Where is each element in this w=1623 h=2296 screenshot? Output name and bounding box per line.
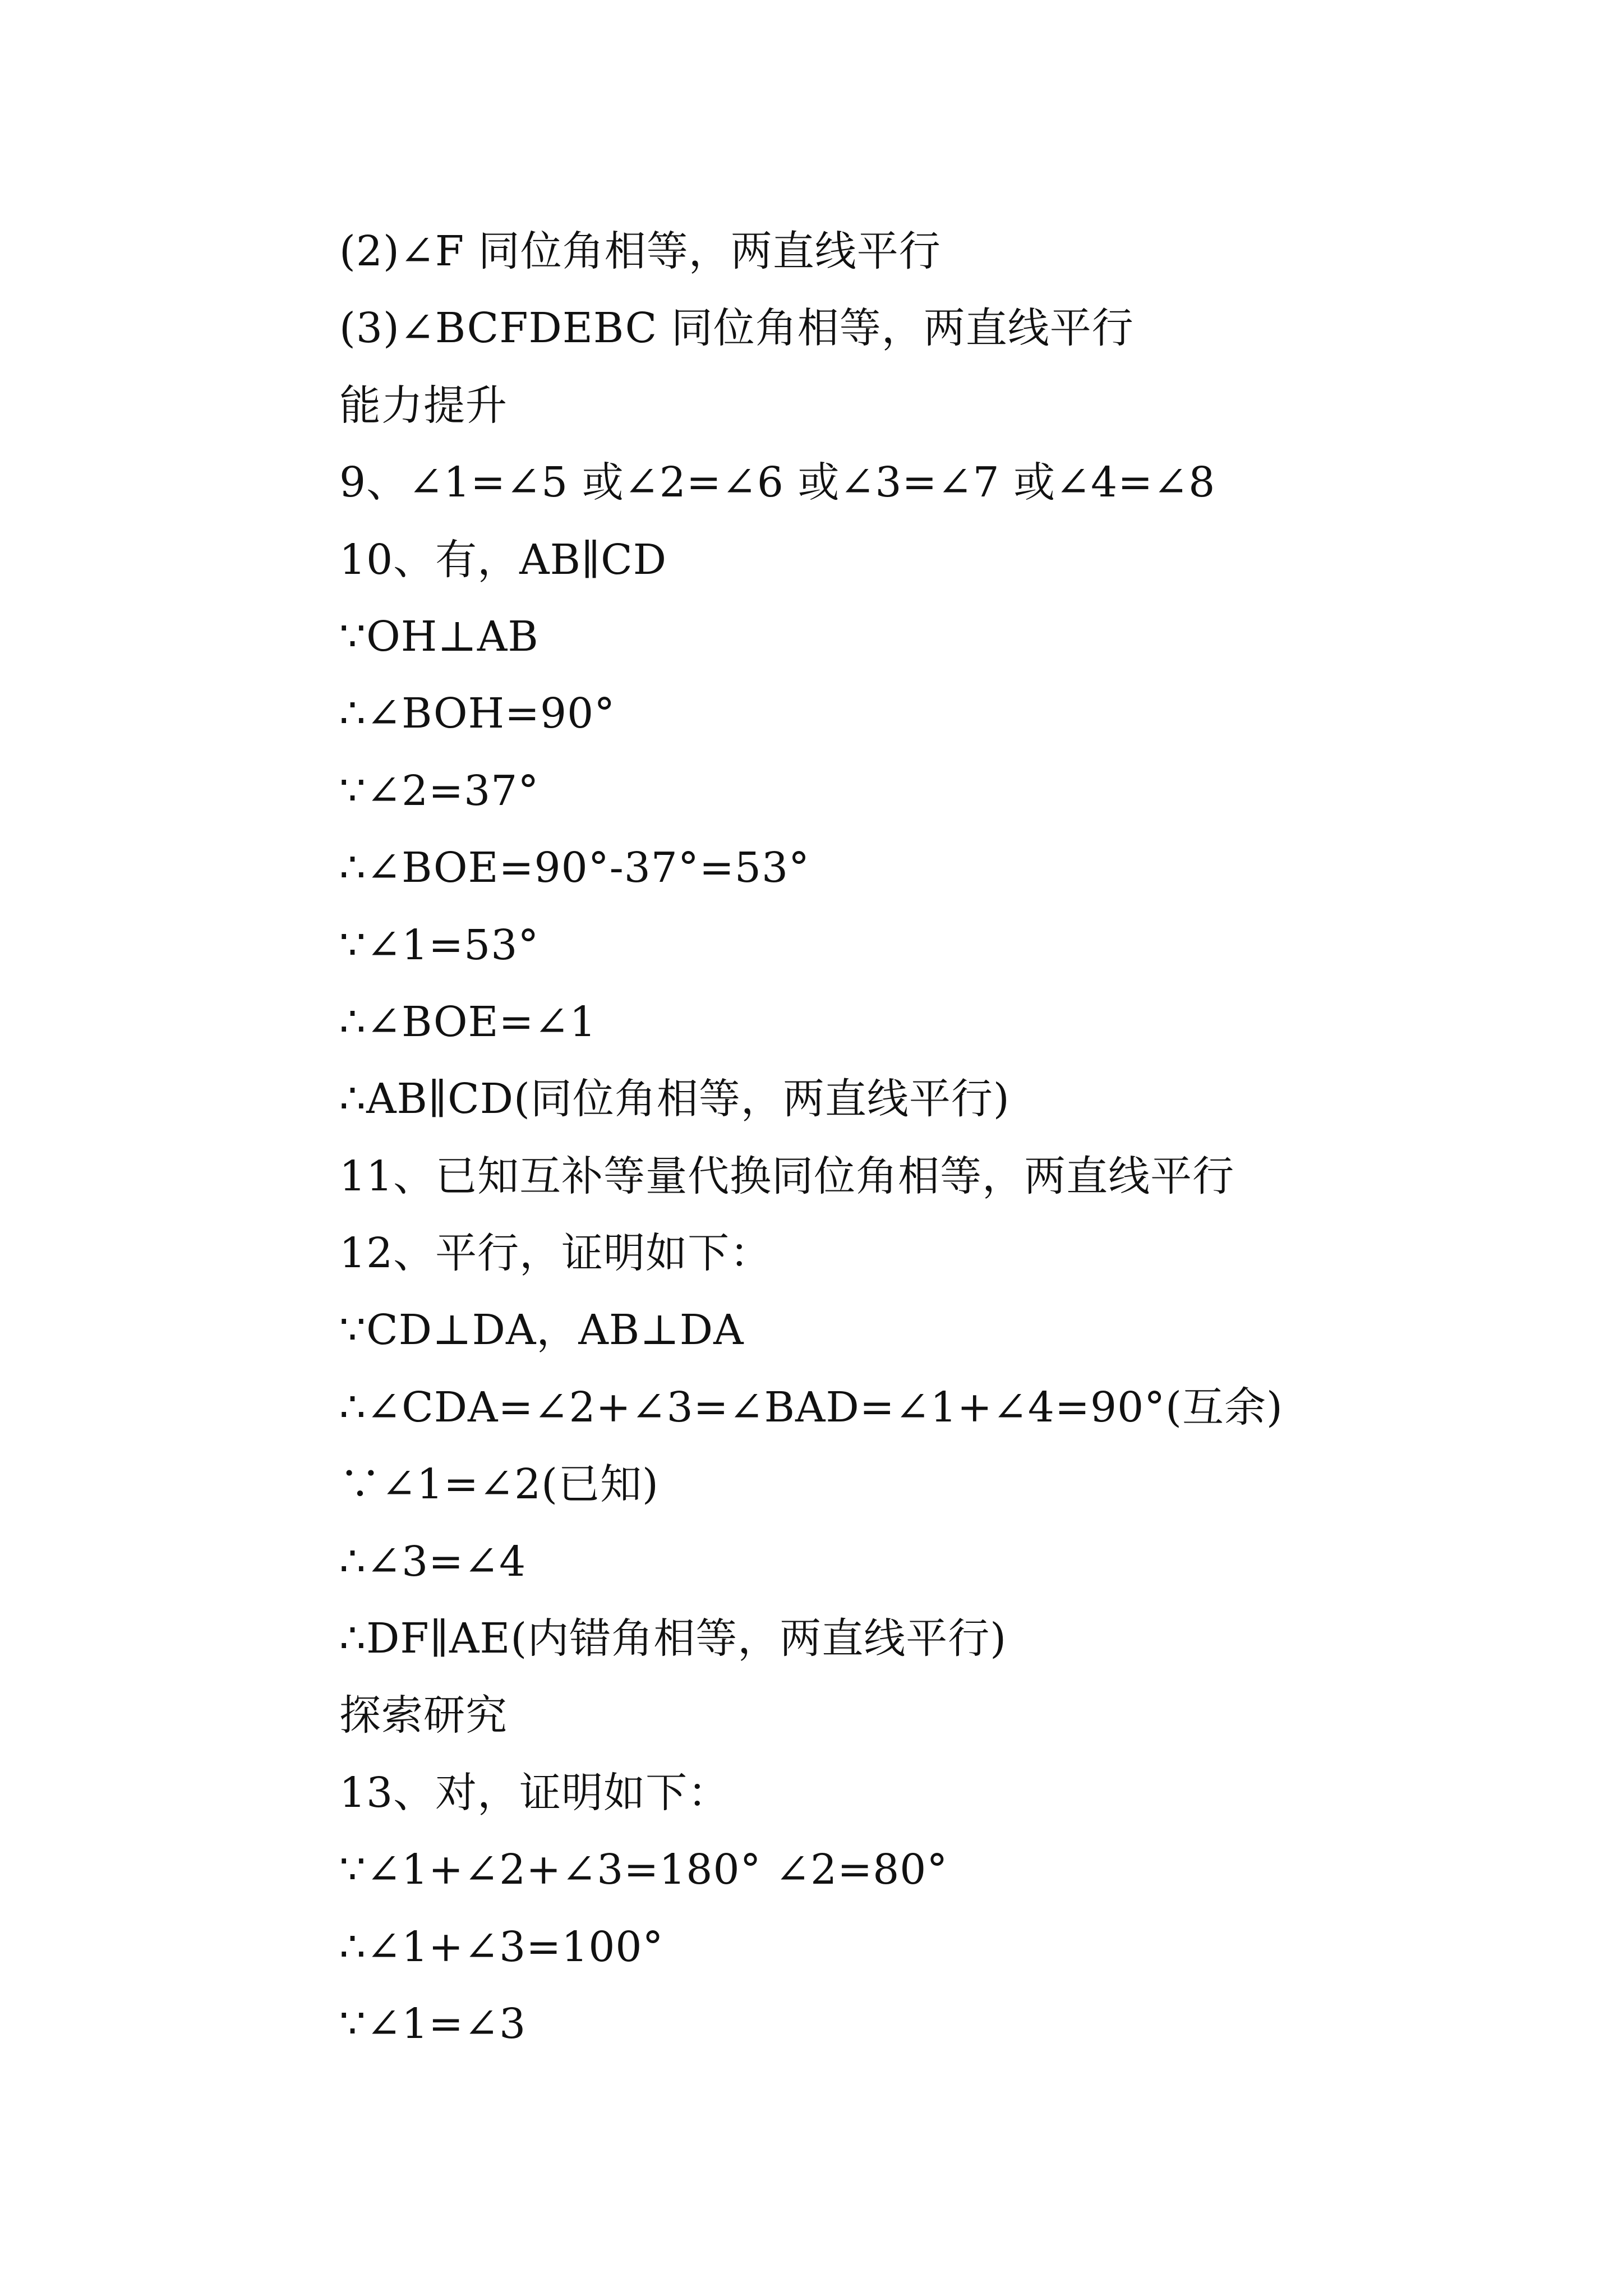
answer-line: (2)∠F 同位角相等，两直线平行	[339, 227, 941, 275]
proof-line: ∴DF∥AE(内错角相等，两直线平行)	[339, 1614, 1007, 1663]
proof-line: ∴∠BOE=∠1	[339, 997, 597, 1046]
section-heading: 能力提升	[339, 381, 508, 430]
answer-line: 13、对，证明如下：	[339, 1768, 730, 1817]
proof-line: ∵∠1=∠3	[339, 1999, 527, 2048]
proof-line: ∴∠CDA=∠2+∠3=∠BAD=∠1+∠4=90°(互余)	[339, 1383, 1283, 1432]
proof-line: ∴∠BOH=90°	[339, 689, 616, 738]
answer-line: 11、已知互补等量代换同位角相等，两直线平行	[339, 1152, 1235, 1200]
proof-line: ∵OH⊥AB	[339, 612, 539, 661]
proof-line: ∴∠1+∠3=100°	[339, 1922, 664, 1971]
answer-line: 9、∠1=∠5 或∠2=∠6 或∠3=∠7 或∠4=∠8	[339, 458, 1216, 507]
answer-line: 12、平行，证明如下：	[339, 1229, 772, 1278]
proof-line: ∵∠1=∠2(已知)	[339, 1460, 659, 1509]
document-body	[339, 213, 1517, 2063]
section-heading: 探索研究	[339, 1691, 508, 1740]
answer-line: 10、有，AB∥CD	[339, 535, 667, 584]
proof-line: ∵∠2=37°	[339, 766, 540, 815]
proof-line: ∴∠3=∠4	[339, 1537, 527, 1586]
proof-line: ∵CD⊥DA，AB⊥DA	[339, 1306, 744, 1355]
proof-line: ∴AB∥CD(同位角相等，两直线平行)	[339, 1075, 1010, 1124]
answer-line: (3)∠BCFDEBC 同位角相等，两直线平行	[339, 304, 1134, 353]
proof-line: ∵∠1=53°	[339, 921, 540, 969]
proof-line: ∴∠BOE=90°-37°=53°	[339, 844, 810, 892]
proof-line: ∵∠1+∠2+∠3=180° ∠2=80°	[339, 1846, 948, 1894]
